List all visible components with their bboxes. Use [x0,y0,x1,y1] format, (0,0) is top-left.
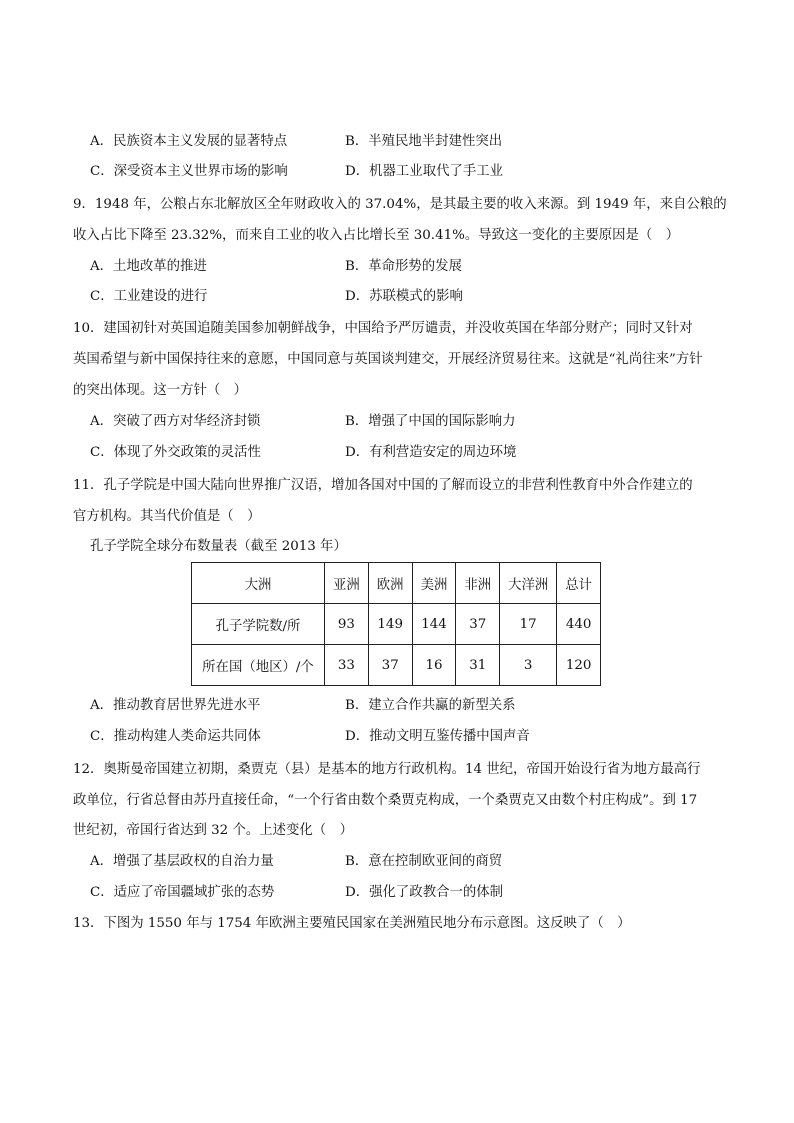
table-cell: 孔子学院数/所 [192,604,325,645]
confucius-institute-table [191,562,601,686]
table-header-cell: 美洲 [412,563,456,604]
table-cell: 37 [456,604,500,645]
q8-option-a: A．民族资本主义发展的显著特点 [90,134,288,149]
q13-stem-line1: 13．下图为 1550 年与 1754 年欧洲主要殖民国家在美洲殖民地分布示意图。这反映了（ ） [73,916,631,931]
table-cell: 31 [456,645,500,686]
q9-stem-line2: 收入占比下降至 23.32%，而来自工业的收入占比增长至 30.41%。导致这一变化的主要原因是（ ） [73,228,680,243]
q12-option-b: B．意在控制欧亚间的商贸 [345,854,503,869]
q9-option-d: D．苏联模式的影响 [345,289,463,304]
table-header-cell: 非洲 [456,563,500,604]
q11-stem-line2: 官方机构。其当代价值是（ ） [73,509,261,524]
table-cell: 17 [500,604,557,645]
q10-stem-line2: 英国希望与新中国保持往来的意愿，中国同意与英国谈判建交，开展经济贸易往来。这就是“礼尚往来”方针 [73,352,703,367]
q9-option-b: B．革命形势的发展 [345,259,462,274]
q12-option-d: D．强化了政教合一的体制 [345,885,504,900]
table-header-cell: 总计 [557,563,601,604]
q9-option-c: C．工业建设的进行 [90,289,208,304]
table-cell: 所在国（地区）/个 [192,645,325,686]
table-header-cell: 大洲 [192,563,325,604]
table-cell: 120 [557,645,601,686]
q9-stem-line1: 9．1948 年，公粮占东北解放区全年财政收入的 37.04%，是其最主要的收入来源。到 1949 年，来自公粮的 [73,197,727,212]
q12-option-a: A．增强了基层政权的自治力量 [90,854,274,869]
table-row [192,645,601,686]
table-cell: 3 [500,645,557,686]
table-cell: 149 [368,604,412,645]
q11-option-a: A．推动教育居世界先进水平 [90,698,261,713]
table-cell: 93 [325,604,369,645]
table-cell: 16 [412,645,456,686]
q12-option-c: C．适应了帝国疆域扩张的态势 [90,885,275,900]
q10-option-d: D．有利营造安定的周边环境 [345,445,517,460]
table-cell: 33 [325,645,369,686]
q8-option-b: B．半殖民地半封建性突出 [345,134,503,149]
table-header-cell: 大洋洲 [500,563,557,604]
q12-stem-line3: 世纪初，帝国行省达到 32 个。上述变化（ ） [73,823,353,838]
q8-option-c: C．深受资本主义世界市场的影响 [90,164,288,179]
q11-stem-line1: 11．孔子学院是中国大陆向世界推广汉语，增加各国对中国的了解而设立的非营利性教育中外合作建立的 [73,478,693,493]
q12-stem-line1: 12．奥斯曼帝国建立初期，桑贾克（县）是基本的地方行政机构。14 世纪，帝国开始设行省为地方最高行 [73,762,701,777]
table-cell: 440 [557,604,601,645]
table-header-cell: 欧洲 [368,563,412,604]
table-cell: 144 [412,604,456,645]
q11-table-caption: 孔子学院全球分布数量表（截至 2013 年） [90,539,347,554]
q10-stem-line1: 10．建国初针对英国追随美国参加朝鲜战争，中国给予严厉谴责，并没收英国在华部分财产；同时又针对 [73,321,693,336]
q11-option-c: C．推动构建人类命运共同体 [90,729,261,744]
q10-option-a: A．突破了西方对华经济封锁 [90,414,261,429]
q9-option-a: A．土地改革的推进 [90,259,207,274]
table-row [192,604,601,645]
q10-option-b: B．增强了中国的国际影响力 [345,414,516,429]
q11-option-b: B．建立合作共赢的新型关系 [345,698,516,713]
table-header-cell: 亚洲 [325,563,369,604]
table-header-row [192,563,601,604]
q10-stem-line3: 的突出体现。这一方针（ ） [73,383,248,398]
q8-option-d: D．机器工业取代了手工业 [345,164,504,179]
table-cell: 37 [368,645,412,686]
q10-option-c: C．体现了外交政策的灵活性 [90,445,261,460]
q11-option-d: D．推动文明互鉴传播中国声音 [345,729,530,744]
q12-stem-line2: 政单位，行省总督由苏丹直接任命，“一个行省由数个桑贾克构成，一个桑贾克又由数个村庄构成”。到 17 [73,793,698,808]
